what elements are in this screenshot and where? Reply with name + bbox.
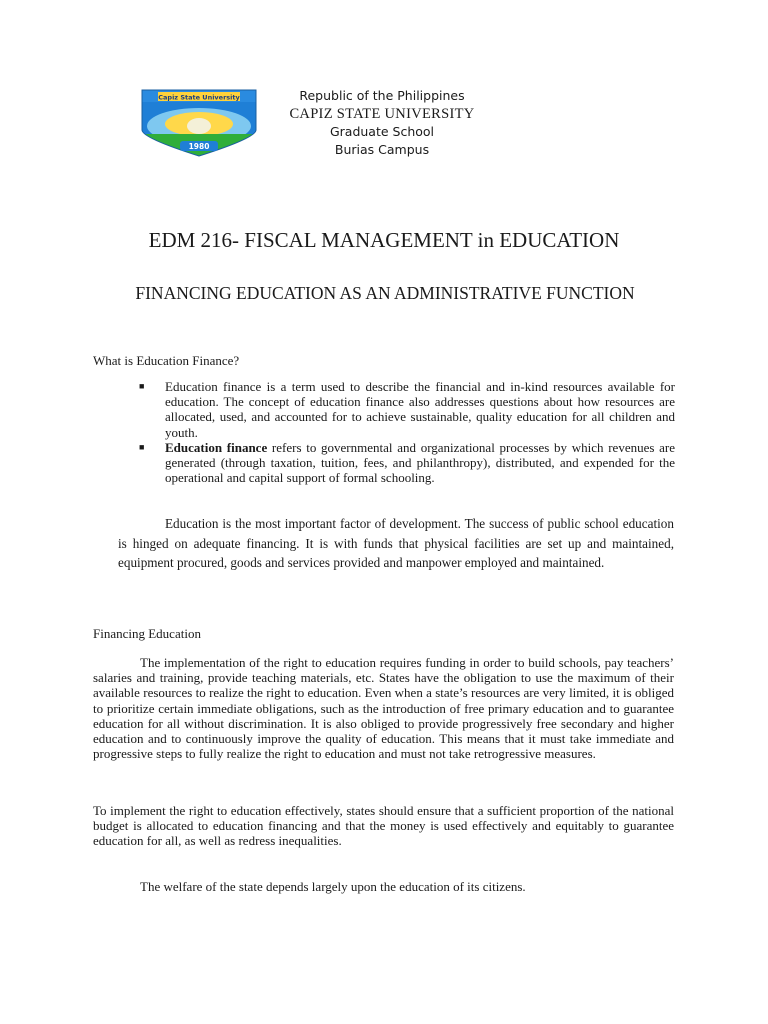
bullet-square-icon: ■ xyxy=(139,381,145,391)
section2-paragraph3: The welfare of the state depends largely upon the education of its citizens. xyxy=(140,879,526,894)
list-item xyxy=(110,379,675,440)
header-university: CAPIZ STATE UNIVERSITY xyxy=(289,106,475,122)
topic-title: FINANCING EDUCATION AS AN ADMINISTRATIVE FUNCTION xyxy=(135,283,635,303)
definition-list xyxy=(110,379,675,485)
logo-banner-text: Capiz State University xyxy=(158,93,240,102)
list-item xyxy=(110,440,675,486)
section1-question: What is Education Finance? xyxy=(93,353,240,368)
university-logo xyxy=(136,86,262,158)
bullet-square-icon: ■ xyxy=(139,441,145,452)
section2-paragraph2: To implement the right to education effectively, states should ensure that a sufficient proportion of the national budget is allocated to education financing and that the money is used effectively and equitably to guarantee education for all, as well as redress inequalities. xyxy=(93,803,674,849)
header-republic: Republic of the Philippines xyxy=(299,88,465,103)
bullet1-text: Education finance is a term used to describe the financial and in-kind resources available for education. The concept of education finance also addresses questions about how resources are allocated, used, and accounted for to achieve sustainable, quality education for all children and youth. xyxy=(165,379,675,440)
logo-year-text: 1980 xyxy=(188,142,210,151)
section1-paragraph: Education is the most important factor of development. The success of public school education is hinged on adequate financing. It is with funds that physical facilities are set up and maintained, equipment procured, goods and services provided and manpower employed and maintained. xyxy=(118,516,674,570)
bullet2-text: refers to governmental and organizational processes by which revenues are generated (through taxation, tuition, fees, and philanthropy), distributed, and expended for the operational and capital support of formal schooling. xyxy=(165,439,675,486)
section2-paragraph1: The implementation of the right to education requires funding in order to build schools, pay teachers’ salaries and training, provide teaching materials, etc. States have the obligation to use the maximum of their available resources to realize the right to education. Even when a state’s resources are very limited, it is obliged to prioritize certain immediate obligations, such as the introduction of free primary education and to guarantee education for all without discrimination. It is also obliged to provide progressively free secondary and higher education and to continuously improve the quality of education. This means that it must take immediate and progressive steps to fully realize the right to education and must not take retrogressive measures. xyxy=(93,655,674,762)
header-school: Graduate School xyxy=(329,124,435,139)
section2-heading: Financing Education xyxy=(93,626,201,641)
bullet2-bold-term: Education finance xyxy=(165,439,268,455)
header-campus: Burias Campus xyxy=(334,142,430,157)
course-title: EDM 216- FISCAL MANAGEMENT in EDUCATION xyxy=(148,228,620,252)
